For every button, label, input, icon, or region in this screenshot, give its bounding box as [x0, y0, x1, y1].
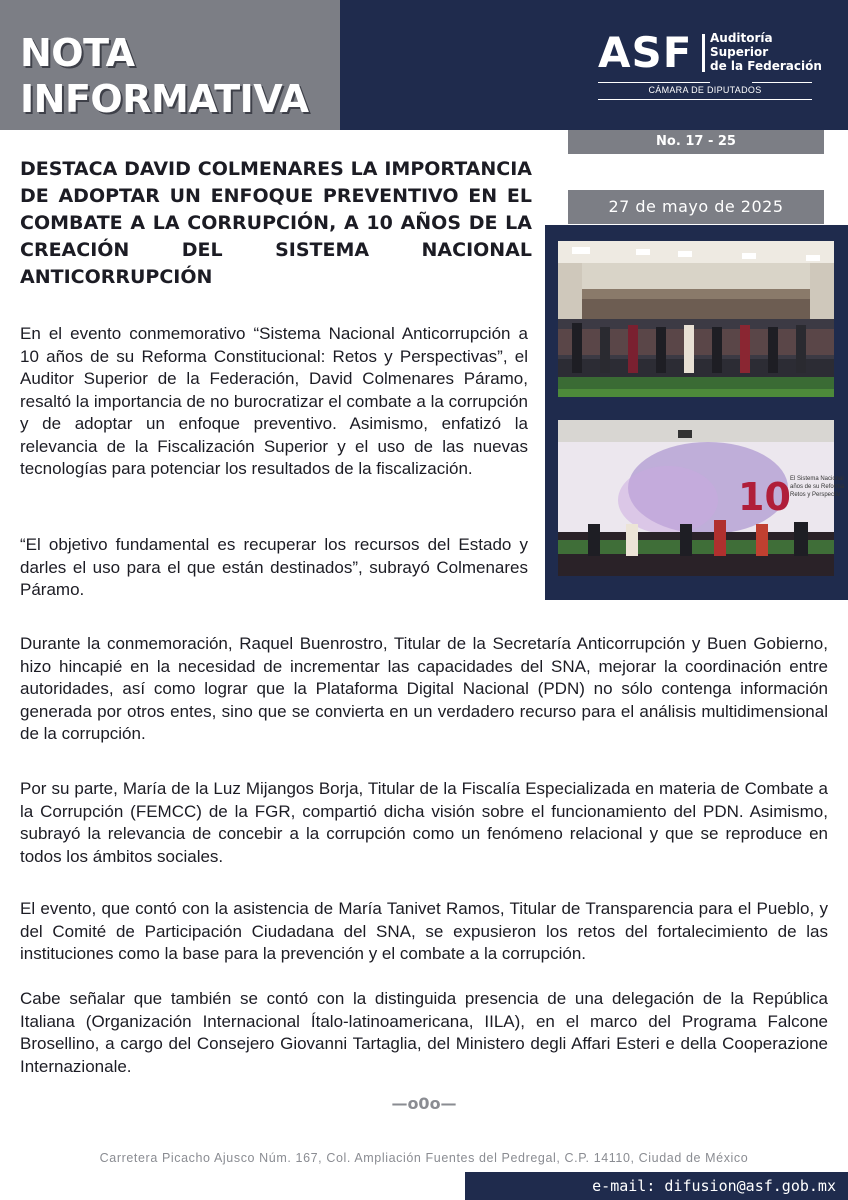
logo-name-line-3: de la Federación — [710, 59, 822, 73]
paragraph-3: Durante la conmemoración, Raquel Buenrostro, Titular de la Secretaría Anticorrupción y Buen Gobierno, hizo hincapié en la necesidad de incrementar las capacidades del SNA, mejorar la coordinación entre autoridades, así como lograr que la Plataforma Digital Nacional (PDN) no sólo contenga información generada por otros entes, sino que se convierta en un verdadero recurso para el análisis multidimensional de la corrupción. — [20, 634, 828, 743]
logo-subtitle: CÁMARA DE DIPUTADOS — [648, 85, 762, 95]
title-line-2: INFORMATIVA — [20, 77, 309, 121]
title-line-1: NOTA — [20, 31, 135, 75]
logo-name-line-2: Superior — [710, 45, 769, 59]
footer-email[interactable]: e-mail: difusion@asf.gob.mx — [465, 1172, 848, 1200]
paragraph-2: “El objetivo fundamental es recuperar los recursos del Estado y darles el uso para el que están destinados”, subrayó Colmenares Páramo. — [20, 535, 528, 599]
asf-logo — [598, 28, 822, 100]
header-gray-panel — [0, 0, 340, 130]
panel-photo-illustration — [558, 420, 845, 576]
logo-rule — [598, 82, 710, 83]
paragraph-6: Cabe señalar que también se contó con la distinguida presencia de una delegación de la República Italiana (Organización Internacional Ítalo-latinoamericana, IILA), en el marco del Programa Falcone Brosellino, a cargo del Consejero Giovanni Tartaglia, del Ministero degli Affari Esteri e della Cooperazione Internazionale. — [20, 989, 828, 1076]
paragraph-4: Por su parte, María de la Luz Mijangos Borja, Titular de la Fiscalía Especializada en materia de Combate a la Corrupción (FEMCC) de la FGR, compartió dicha visión sobre el funcionamiento del PDN. Asimismo, subrayó la relevancia de concebir a la corrupción como un fenómeno relacional y que se reproduce en todos los ámbitos sociales. — [20, 779, 828, 866]
headline: DESTACA DAVID COLMENARES LA IMPORTANCIA DE ADOPTAR UN ENFOQUE PREVENTIVO EN EL COMBATE A LA CORRUPCIÓN, A 10 AÑOS DE LA CREACIÓN DEL SISTEMA NACIONAL ANTICORRUPCIÓN — [20, 158, 532, 288]
date-badge: 27 de mayo de 2025 — [568, 190, 824, 224]
event-panel-photo — [558, 420, 845, 576]
screen-text-line-1: El Sistema Nacional — [790, 476, 844, 482]
screen-text-line-3: Retos y Perspectiv — [790, 492, 841, 498]
logo-rule — [752, 82, 812, 83]
event-group-photo — [558, 241, 834, 397]
logo-rule — [598, 99, 812, 100]
screen-logo-number: 10 — [738, 475, 791, 519]
group-photo-illustration — [558, 241, 834, 397]
footer-address: Carretera Picacho Ajusco Núm. 167, Col. Ampliación Fuentes del Pedregal, C.P. 14110, Ciudad de México — [99, 1151, 749, 1165]
paragraph-1: En el evento conmemorativo “Sistema Nacional Anticorrupción a 10 años de su Reforma Constitucional: Retos y Perspectivas”, el Auditor Superior de la Federación, David Colmenares Páramo, resaltó la importancia de no burocratizar el combate a la corrupción y de adoptar un enfoque preventivo. Asimismo, enfatizó la relevancia de la Fiscalización Superior y el uso de las nuevas tecnologías para potenciar los resultados de la fiscalización. — [20, 324, 528, 478]
document-type-title — [20, 30, 309, 122]
logo-institution-name — [710, 31, 822, 73]
logo-acronym: ASF — [598, 28, 693, 77]
screen-text-line-2: años de su Reforma — [790, 484, 845, 490]
paragraph-5: El evento, que contó con la asistencia de María Tanivet Ramos, Titular de Transparencia para el Pueblo, y del Comité de Participación Ciudadana del SNA, se expusieron los retos del fortalecimiento de las instituciones como la base para la prevención y el combate a la corrupción. — [20, 899, 828, 963]
logo-divider — [702, 34, 705, 72]
logo-name-line-1: Auditoría — [710, 31, 773, 45]
closing-mark: —o0o— — [391, 1094, 457, 1113]
bulletin-number-badge: No. 17 - 25 — [568, 130, 824, 154]
